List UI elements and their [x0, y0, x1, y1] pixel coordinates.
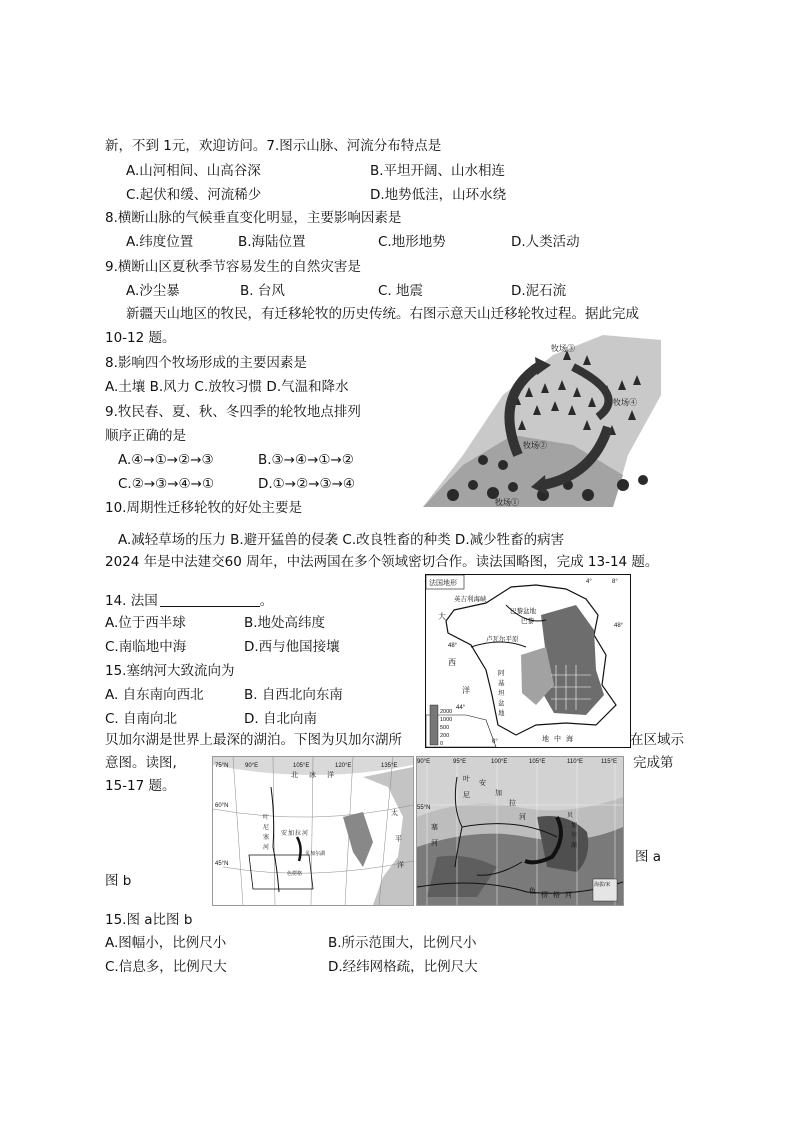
lake-label: 湖	[571, 843, 578, 849]
figure-caption: 图 b	[105, 873, 132, 889]
option-b: B. 台风	[240, 283, 285, 299]
ocean-label: 洋	[327, 772, 334, 779]
strait-label: 英吉利海峡	[454, 596, 487, 603]
basin-label: 坦	[498, 690, 505, 697]
question-stem	[105, 592, 273, 610]
legend-value: 1000	[440, 717, 453, 723]
question-stem: 9.横断山区夏秋季节容易发生的自然灾害是	[105, 259, 361, 275]
option-a: A.沙尘暴	[126, 283, 180, 299]
river-label: 叶	[463, 776, 470, 783]
lake-label: 加	[571, 823, 578, 829]
option-b: B.海陆位置	[238, 234, 306, 250]
option-d: D. 自北向南	[244, 711, 317, 727]
pasture-label: 牧场④	[613, 398, 637, 407]
option-a: A.图幅小，比例尺小	[105, 935, 227, 951]
legend-value: 0	[440, 741, 444, 747]
river-label: 加	[288, 831, 295, 837]
option-d: D.经纬网格疏，比例尺大	[328, 959, 478, 975]
river-label: 拉	[295, 831, 302, 837]
pasture-label: 牧场①	[495, 498, 519, 507]
river-label: 尼	[263, 825, 270, 831]
longitude-label: 0°	[492, 739, 498, 745]
intro-paragraph: 15-17 题。	[105, 778, 176, 794]
answer-blank[interactable]	[160, 593, 260, 607]
intro-paragraph: 在区域示	[630, 732, 684, 748]
option-c: C. 自南向北	[105, 711, 178, 727]
grid-label: 120°E	[335, 763, 352, 769]
option-b: B.平坦开阔、山水相连	[370, 163, 506, 179]
baikal-region-small-scale	[213, 757, 413, 905]
question-stem: 8.影响四个牧场形成的主要因素是	[105, 355, 307, 371]
river-label: 塞	[431, 824, 438, 831]
grid-label: 60°N	[215, 803, 229, 809]
france-terrain-figure	[426, 575, 630, 747]
option-d: D.地势低洼，山环水绕	[370, 187, 507, 203]
pasture-label: 牧场③	[551, 344, 575, 353]
river-label: 塞	[263, 835, 270, 841]
basin-label: 阿	[498, 670, 505, 677]
option-b: B.③→④→①→②	[258, 452, 354, 468]
question-stem: 15.塞纳河大致流向为	[105, 663, 235, 679]
basin-label: 盆	[498, 700, 505, 707]
options-line: A.土壤 B.风力 C.放牧习惯 D.气温和降水	[105, 379, 349, 395]
grid-label: 55°N	[417, 805, 431, 811]
lake-label: 尔	[571, 833, 578, 839]
option-a: A. 自东南向西北	[105, 687, 204, 703]
question-stem: 10.周期性迁移轮牧的好处主要是	[105, 500, 302, 516]
grid-label: 135°E	[381, 763, 398, 769]
plain-label: 卢瓦尔平原	[486, 636, 519, 643]
option-a: A.位于西半球	[105, 615, 186, 631]
intro-paragraph: 完成第	[633, 755, 674, 771]
legend-title: 海拔/米	[594, 882, 611, 888]
baikal-map-a	[416, 756, 624, 906]
river-label: 色楞格	[287, 871, 303, 877]
grid-label: 90°E	[417, 759, 431, 765]
option-c: C.②→③→④→①	[118, 476, 215, 492]
basin-label: 巴黎盆地	[510, 608, 536, 615]
grid-label: 75°N	[215, 763, 229, 769]
lake-label: 贝	[567, 813, 574, 819]
river-label: 尼	[463, 792, 470, 799]
basin-label: 地	[498, 710, 505, 717]
option-b: B.地处高纬度	[244, 615, 326, 631]
france-map	[425, 574, 631, 748]
intro-paragraph: 2024 年是中法建交60 周年，中法两国在多个领域密切合作。读法国略图，完成 13-14 题。	[105, 554, 659, 570]
legend-value: 2000	[440, 709, 453, 715]
baikal-map-b	[212, 756, 414, 906]
option-a: A.山河相间、山高谷深	[126, 163, 261, 179]
question-stem: 15.图 a比图 b	[105, 912, 193, 928]
option-c: C.信息多，比例尺大	[105, 959, 227, 975]
sea-label: 中	[554, 736, 561, 743]
city-label: 巴黎	[521, 618, 534, 625]
sea-label: 海	[566, 736, 573, 743]
river-label: 拉	[509, 800, 516, 807]
latitude-label: 48°	[448, 643, 458, 649]
figure-caption: 图 a	[635, 849, 662, 865]
latitude-label: 48°	[614, 623, 624, 629]
question-stem: 8.横断山脉的气候垂直变化明显，主要影响因素是	[105, 210, 402, 226]
lake-label: 贝加尔湖	[305, 851, 326, 857]
option-d: D.泥石流	[511, 283, 567, 299]
option-c: C.地形地势	[378, 234, 446, 250]
river-label: 河	[431, 840, 438, 847]
grid-label: 110°E	[567, 759, 583, 765]
river-label: 楞	[541, 892, 548, 899]
legend-value: 200	[440, 733, 450, 739]
grid-label: 90°E	[245, 763, 259, 769]
tianshan-grazing-map	[423, 335, 661, 507]
ocean-label: 冰	[309, 772, 316, 779]
basin-label: 基	[498, 680, 505, 687]
river-label: 格	[553, 892, 560, 899]
ocean-label: 北	[291, 772, 298, 779]
tianshan-grazing-figure	[423, 335, 661, 507]
option-c: C.起伏和缓、河流稀少	[126, 187, 262, 203]
option-b: B. 自西北向东南	[244, 687, 343, 703]
river-label: 加	[495, 790, 502, 797]
grid-label: 105°E	[529, 759, 546, 765]
river-label: 河	[519, 814, 526, 821]
baikal-relief-figure	[417, 757, 623, 905]
option-d: D.西与他国接壤	[244, 639, 340, 655]
sea-label: 地	[542, 736, 549, 743]
river-label: 河	[565, 892, 572, 899]
ocean-label: 太	[391, 810, 398, 817]
ocean-label: 洋	[462, 686, 470, 695]
question-stem: 9.牧民春、夏、秋、冬四季的轮牧地点排列	[105, 404, 361, 420]
question-stem: 顺序正确的是	[105, 428, 186, 444]
intro-paragraph: 意图。读图,	[105, 755, 177, 771]
river-label: 安	[281, 831, 288, 837]
elevation-legend	[430, 705, 438, 745]
legend-value: 500	[440, 725, 450, 731]
river-label: 河	[263, 845, 270, 851]
grid-label: 95°E	[453, 759, 467, 765]
river-label: 河	[302, 831, 309, 837]
text-line: 新，不到 1元，欢迎访问。7.图示山脉、河流分布特点是	[105, 138, 442, 154]
grid-label: 105°E	[293, 763, 310, 769]
option-d: D.人类活动	[511, 234, 580, 250]
grid-label: 45°N	[215, 861, 229, 867]
intro-paragraph: 10-12 题。	[105, 330, 176, 346]
longitude-label: 8°	[612, 579, 618, 585]
question-end: 。	[259, 593, 274, 609]
option-b: B.所示范围大，比例尺小	[328, 935, 477, 951]
grid-label: 100°E	[491, 759, 508, 765]
ocean-label: 平	[395, 836, 402, 843]
ocean-label: 大	[438, 612, 446, 621]
river-label: 叶	[263, 815, 270, 821]
option-c: C. 地震	[378, 283, 424, 299]
latitude-label: 44°	[456, 705, 466, 711]
options-line: A.减轻草场的压力 B.避开猛兽的侵袭 C.改良牲畜的种类 D.减少牲畜的病害	[118, 532, 565, 548]
intro-paragraph: 新疆天山地区的牧民，有迁移轮牧的历史传统。右图示意天山迁移轮牧过程。据此完成	[126, 306, 639, 322]
pasture-label: 牧场②	[523, 441, 547, 450]
ocean-label: 洋	[397, 862, 404, 869]
question-number: 14. 法国	[105, 593, 158, 609]
grid-label: 115°E	[601, 759, 617, 765]
intro-paragraph: 贝加尔湖是世界上最深的湖泊。下图为贝加尔湖所	[105, 732, 402, 748]
longitude-label: 4°	[586, 579, 592, 585]
option-a: A.④→①→②→③	[118, 452, 214, 468]
option-a: A.纬度位置	[126, 234, 194, 250]
map-title: 法国地形	[429, 580, 457, 587]
ocean-label: 西	[448, 658, 456, 667]
option-c: C.南临地中海	[105, 639, 187, 655]
river-label: 色	[529, 888, 536, 895]
river-label: 安	[479, 780, 486, 787]
option-d: D.①→②→③→④	[258, 476, 356, 492]
